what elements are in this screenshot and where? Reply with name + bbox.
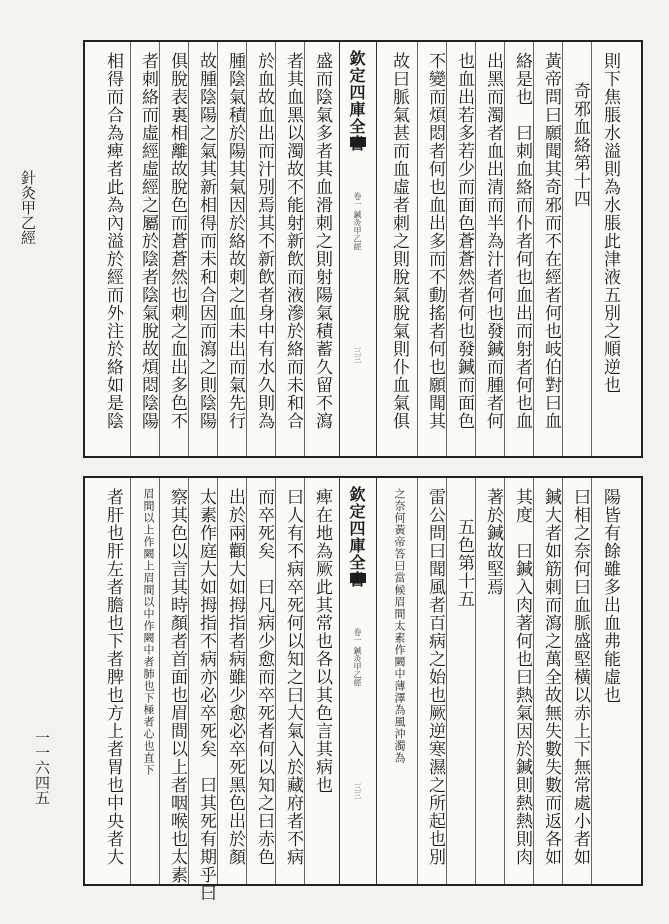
section-heading: 五色第十五 [454,518,474,608]
text-column: 察其色以言其時顏者首面也眉間以上者咽喉也太素 [167,488,187,884]
text-column: 曰人有不病卒死何以知之曰大氣入於藏府者不病 [283,488,303,866]
spine-subtitle: 卷一 鍼灸甲乙經 [353,628,362,687]
text-column: 盛而陰氣多者其血滑刺之則射陽氣積蓄久留不瀉 [312,52,332,430]
text-column: 出黑而濁者血出清而半為汁者何也發鍼而腫者何 [483,52,503,430]
top-spine [339,42,377,456]
text-column: 雷公問曰聞風者百病之始也厥逆寒濕之所起也別 [425,488,445,866]
spine-page-number: 三三 [353,783,362,799]
text-column: 太素作庭大如拇指不病亦必卒死矣 曰其死有期乎曰 [196,488,216,902]
text-column: 鍼大者如筋刺而瀉之萬全故無失數失數而返各如 [541,488,561,866]
text-column: 相得而合為痺者此為內溢於經而外注於絡如是陰 [103,52,123,430]
text-column: 也血出若多若少而面色蒼蒼然者何也發鍼而面色 [454,52,474,430]
text-column: 著於鍼故堅焉 [483,488,503,596]
text-column: 曰相之奈何曰血脈盛堅橫以赤上下無常處小者如 [570,488,590,866]
spine-title: 欽定四庫全書 [347,50,366,152]
text-column: 俱脫表裏相離故脫色而蒼蒼然也刺之血出多色不 [167,52,187,430]
book-title-margin: 針灸甲乙經 [19,170,37,245]
bottom-spine [339,478,377,884]
spine-title: 欽定四庫全書 [347,486,366,588]
text-column: 眉間以上作闕上眉間以中作闕中者肺也下極者心也直下 [142,488,155,776]
text-column: 故曰脈氣甚而血虛者刺之則脫氣脫氣則仆血氣俱 [389,52,409,430]
page-number-margin: 一一六四五 [33,730,51,805]
text-column: 者刺絡而虛經虛經之屬於陰者陰氣脫故煩悶陰陽 [138,52,158,430]
spine-subtitle: 卷一 鍼灸甲乙經 [353,192,362,251]
text-column: 不變而煩悶者何也血出多而不動搖者何也願聞其 [425,52,445,430]
text-column: 之奈何黃帝答曰當候眉間太素作闕中薄澤為風沖濁為 [393,488,406,764]
text-column: 者肝也肝左者膽也下者脾也方上者胃也中央者大 [103,488,123,866]
text-column: 者其血黑以濁故不能射新飲而液滲於絡而未和合 [283,52,303,430]
text-column: 於血故血出而汁別焉其不新飲者身中有水久則為 [254,52,274,430]
text-column: 痺在地為厥此其常也各以其色言其病也 [312,488,332,794]
section-heading: 奇邪血絡第十四 [570,82,590,208]
top-page-panel [83,40,643,458]
text-column: 出於兩顴大如拇指者病雖少愈必卒死黑色出於顏 [225,488,245,866]
text-column: 其度 曰鍼入肉著何也曰熱氣因於鍼則熱熱則肉 [512,488,532,866]
text-column: 黃帝問曰願聞其奇邪而不在經者何也岐伯對曰血 [541,52,561,430]
text-column: 絡是也 曰刺血絡而仆者何也血出而射者何也血 [512,52,532,430]
text-column: 陽皆有餘雖多出血弗能虛也 [600,488,620,704]
text-column: 則下焦脹水溢則為水脹此津液五別之順逆也 [600,52,620,394]
bottom-page-panel [83,476,643,902]
text-column: 而卒死矣 曰凡病少愈而卒死者何以知之曰赤色 [254,488,274,866]
text-column: 故腫陰陽之氣其新相得而未和合因而瀉之則陰陽 [196,52,216,430]
text-column: 腫陰氣積於陽其氣因於絡故刺之血未出而氣先行 [225,52,245,430]
spine-page-number: 三三 [353,347,362,363]
